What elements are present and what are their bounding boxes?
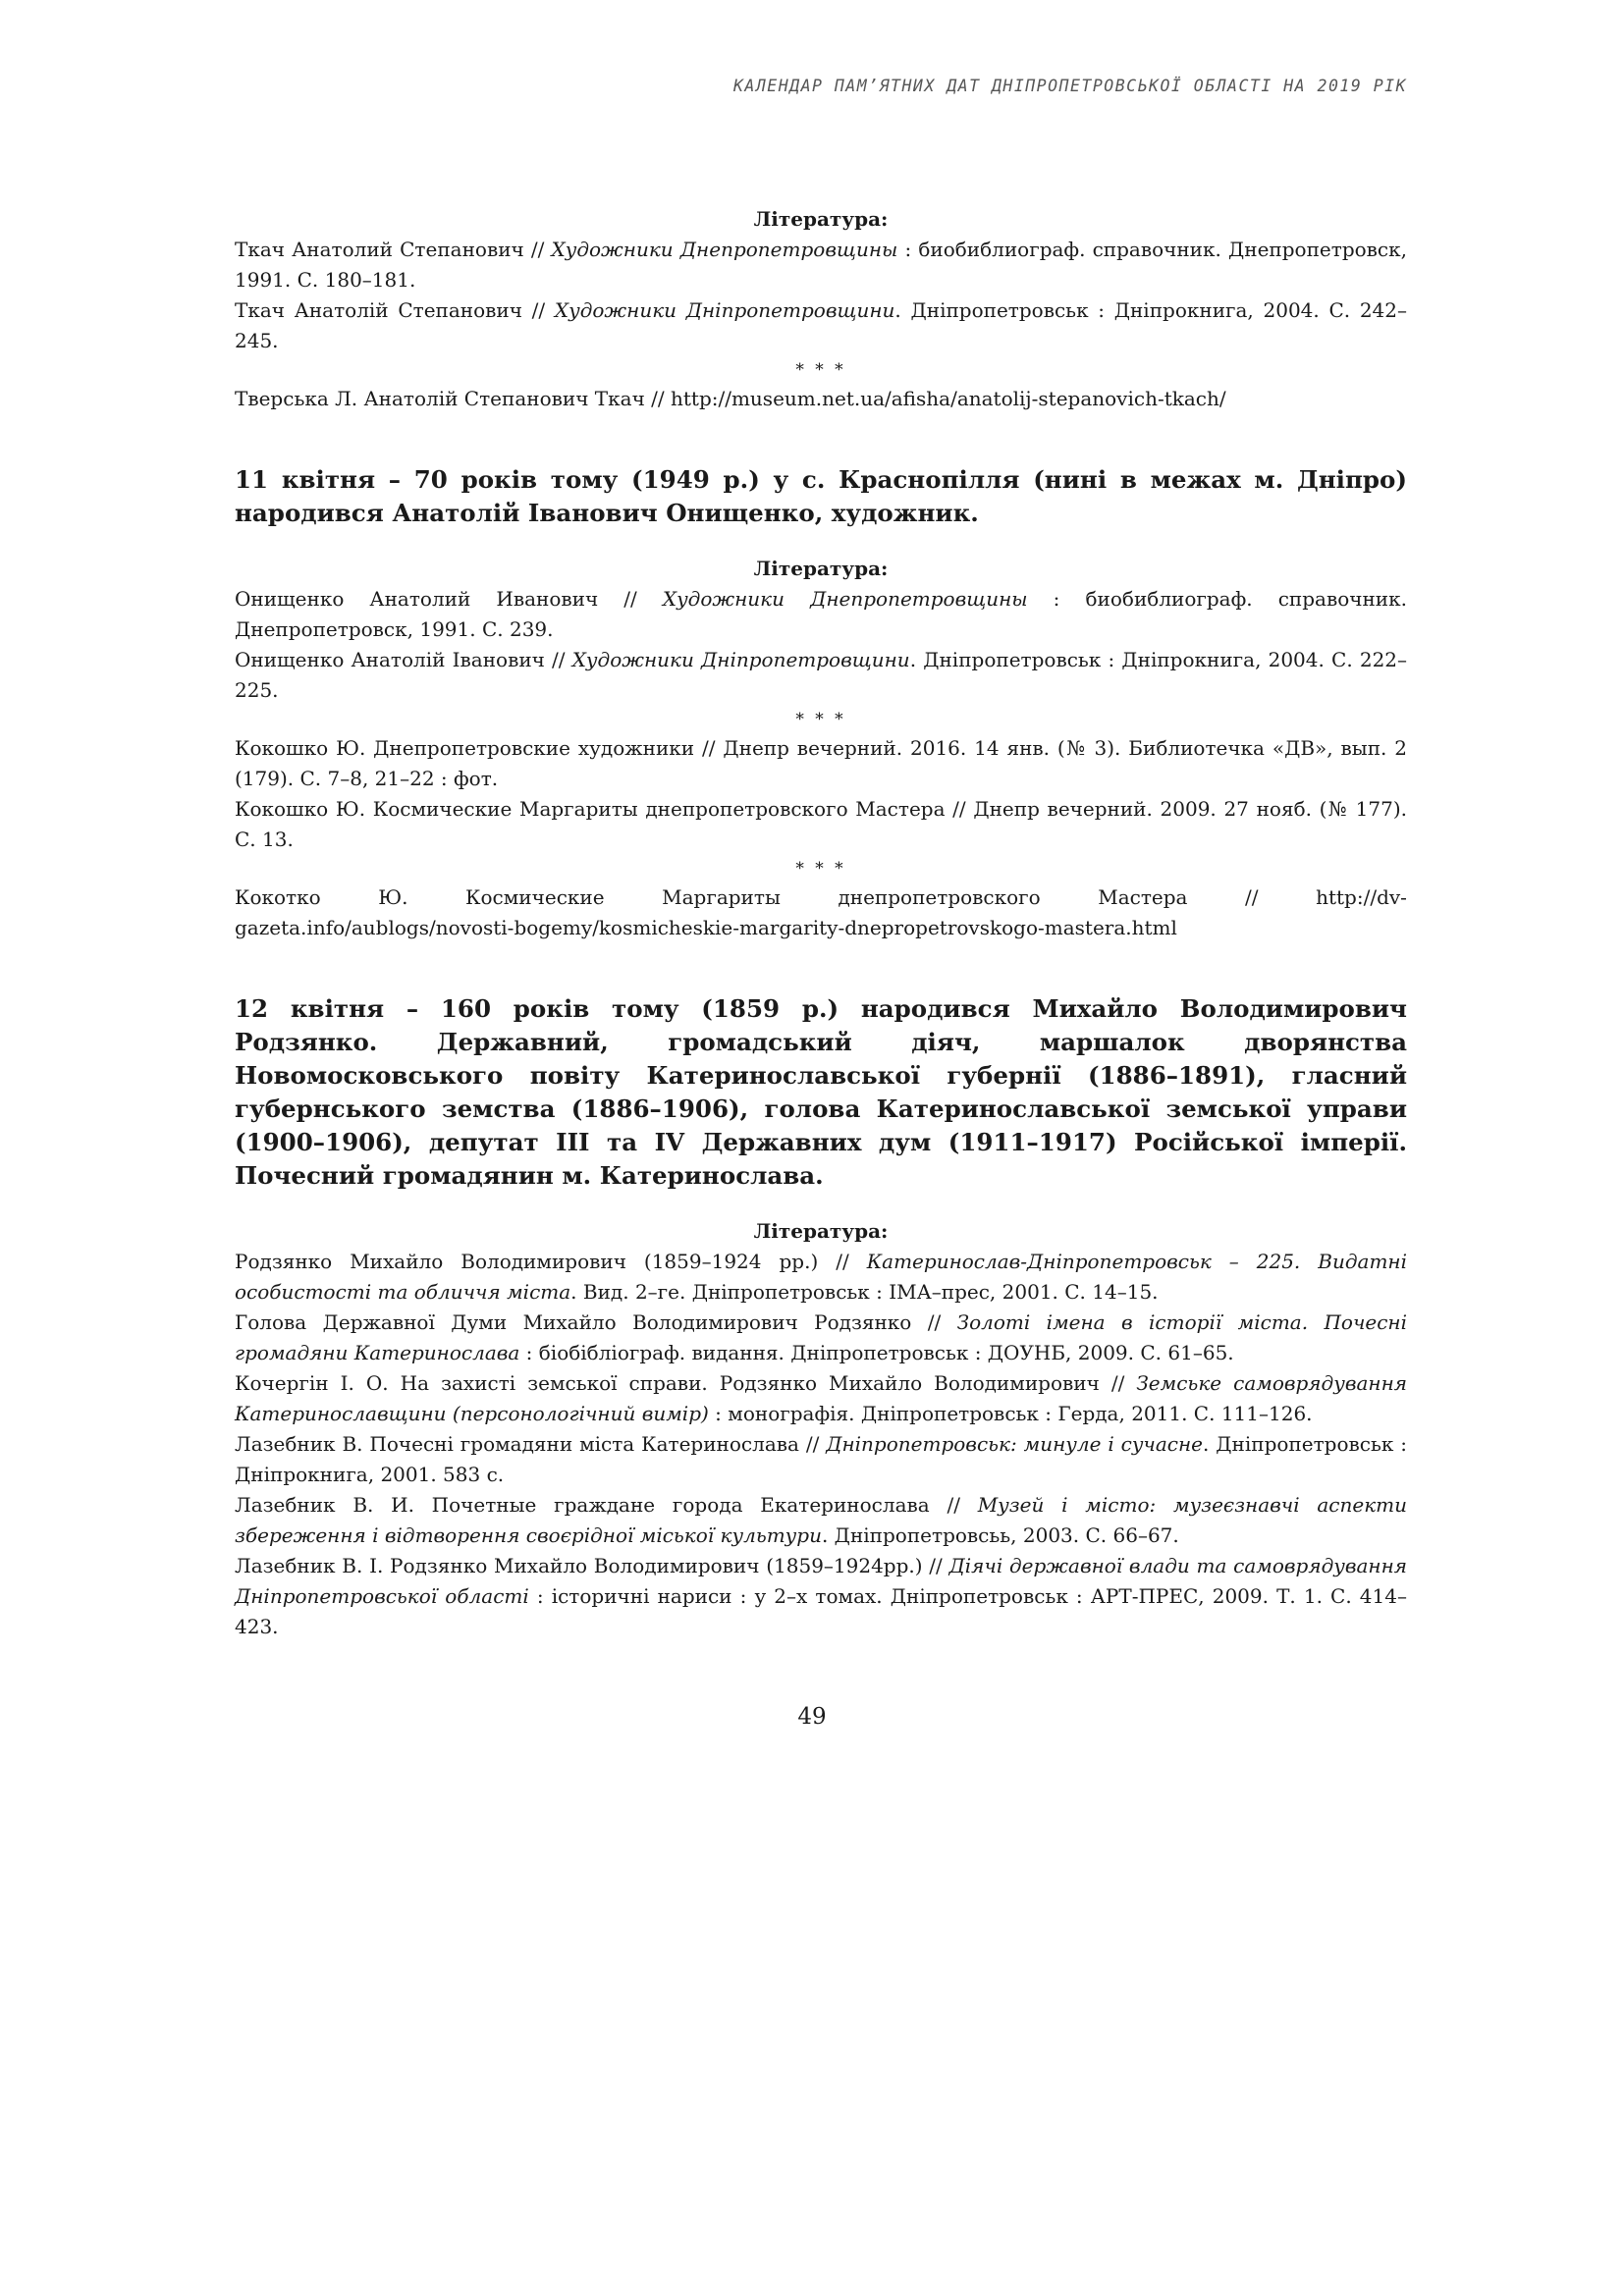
literature-heading: Література:	[753, 557, 889, 580]
reference-entry: Родзянко Михайло Володимирович (1859–1924 рр.) // Катеринослав-Дніпропетровськ – 225. Видатні особистості та обличчя міста. Вид. 2–ге. Дніпропетровськ : ІМА–прес, 2001. С. 14–15.	[235, 1250, 1407, 1304]
word: Ю.	[378, 885, 408, 909]
page-content	[235, 204, 1407, 1642]
word: //	[1245, 885, 1259, 909]
press-reference: Кокошко Ю. Космические Маргариты днепропетровского Мастера // Днепр вечерний. 2009. 27 нояб. (№ 177). С. 13.	[235, 797, 1407, 851]
word: днепропетровского	[838, 885, 1041, 909]
word: http://dv-	[1316, 885, 1407, 909]
reference-entry: Ткач Анатолий Степанович // Художники Днепропетровщины : биобиблиограф. справочник. Днепропетровск, 1991. С. 180–181.	[235, 238, 1407, 292]
reference-entry: Лазебник В. Почесні громадяни міста Катеринослава // Дніпропетровськ: минуле і сучасне. Дніпропетровськ : Дніпрокнига, 2001. 583 с.	[235, 1432, 1407, 1486]
reference-entry: Ткач Анатолій Степанович // Художники Дніпропетровщини. Дніпропетровськ : Дніпрокнига, 2004. С. 242–245.	[235, 298, 1407, 352]
reference-entry: Онищенко Анатолий Иванович // Художники Днепропетровщины : биобиблиограф. справочник. Днепропетровск, 1991. С. 239.	[235, 587, 1407, 641]
web-reference: Тверська Л. Анатолій Степанович Ткач // http://museum.net.ua/afisha/anatolij-stepanovich-tkach/	[235, 387, 1226, 410]
page-number: 49	[797, 1704, 827, 1730]
entry-title-onyshchenko: 11 квітня – 70 років тому (1949 р.) у с. Краснопілля (нині в межах м. Дніпро) народився Анатолій Іванович Онищенко, художник.	[235, 465, 1407, 527]
word: Кокотко	[235, 885, 321, 909]
word: Маргариты	[662, 885, 781, 909]
separator-stars: * * *	[795, 859, 846, 879]
literature-heading: Література:	[753, 1219, 889, 1243]
web-reference-line	[235, 882, 1407, 913]
reference-entry: Лазебник В. І. Родзянко Михайло Володимирович (1859–1924рр.) // Діячі державної влади та самоврядування Дніпропетровської області : історичні нариси : у 2–х томах. Дніпропетровськ : АРТ-ПРЕС, 2009. Т. 1. С. 414–423.	[235, 1554, 1407, 1638]
reference-entry: Кочергін І. О. На захисті земської справи. Родзянко Михайло Володимирович // Земське самоврядування Катеринославщини (персонологічний вимір) : монографія. Дніпропетровськ : Герда, 2011. С. 111–126.	[235, 1371, 1407, 1425]
literature-heading: Література:	[753, 207, 889, 231]
separator-stars: * * *	[795, 360, 846, 380]
reference-entry: Лазебник В. И. Почетные граждане города Екатеринослава // Музей і місто: музеєзнавчі аспекти збереження і відтворення своєрідної міської культури. Дніпропетровсьь, 2003. С. 66–67.	[235, 1493, 1407, 1547]
web-reference-url: gazeta.info/aublogs/novosti-bogemy/kosmicheskie-margarity-dnepropetrovskogo-mastera.html	[235, 916, 1177, 939]
entry-title-rodzianko: 12 квітня – 160 років тому (1859 р.) народився Михайло Володимирович Родзянко. Державний, громадський діяч, маршалок дворянства Новомосковського повіту Катеринославської губернії (1886–1891), гласний губернського земства (1886–1906), голова Катеринославської земської управи (1900–1906), депутат ІІІ та ІV Державних дум (1911–1917) Російської імперії. Почесний громадянин м. Катеринослава.	[235, 994, 1407, 1190]
word: Космические	[465, 885, 605, 909]
separator-stars: * * *	[795, 710, 846, 729]
reference-entry: Голова Державної Думи Михайло Володимирович Родзянко // Золоті імена в історії міста. Почесні громадяни Катеринослава : біобібліограф. видання. Дніпропетровськ : ДОУНБ, 2009. С. 61–65.	[235, 1310, 1407, 1364]
word: Мастера	[1098, 885, 1188, 909]
reference-entry: Онищенко Анатолій Іванович // Художники Дніпропетровщини. Дніпропетровськ : Дніпрокнига, 2004. С. 222–225.	[235, 648, 1408, 702]
press-reference: Кокошко Ю. Днепропетровские художники // Днепр вечерний. 2016. 14 янв. (№ 3). Библиотечка «ДВ», вып. 2 (179). С. 7–8, 21–22 : фот.	[235, 736, 1407, 790]
running-header: КАЛЕНДАР ПАМ’ЯТНИХ ДАТ ДНІПРОПЕТРОВСЬКОЇ ОБЛАСТІ НА 2019 РІК	[732, 77, 1407, 95]
